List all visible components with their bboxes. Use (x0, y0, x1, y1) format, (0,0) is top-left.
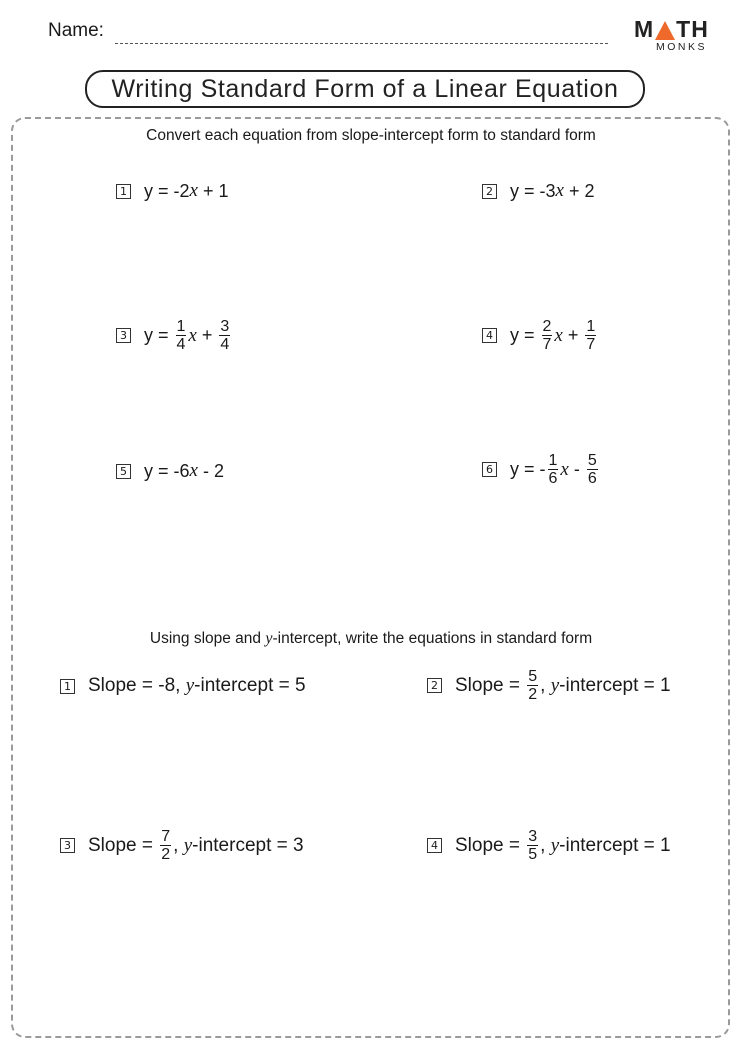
slope-text: Slope = -8, (88, 675, 186, 696)
denominator: 7 (542, 336, 552, 353)
variable-y: y (550, 674, 560, 696)
logo-math-text (634, 16, 709, 43)
equation-text: y = -3 (510, 180, 556, 201)
fraction (585, 318, 596, 353)
problem-2-1 (60, 675, 306, 697)
problem-1-1 (116, 180, 229, 202)
slope-text: Slope = (455, 674, 526, 696)
fraction (527, 828, 538, 863)
denominator: 4 (176, 336, 186, 353)
equation-text: y = (144, 325, 174, 345)
numerator: 3 (220, 318, 230, 335)
fraction (160, 828, 171, 863)
fraction (527, 668, 538, 703)
logo-m: M (634, 16, 655, 42)
problem-number: 1 (60, 679, 75, 694)
variable-x: x (560, 458, 569, 480)
denominator: 6 (548, 470, 558, 487)
intercept-text: -intercept = 5 (194, 675, 306, 696)
intercept-text: -intercept = 1 (559, 674, 671, 696)
variable-y: y (185, 675, 195, 696)
denominator: 2 (528, 686, 538, 703)
variable-x: x (189, 180, 198, 201)
problem-2-3 (60, 828, 304, 863)
slope-text: Slope = (455, 834, 526, 856)
instruction-pre: Using slope and (149, 630, 266, 647)
denominator: 2 (161, 846, 171, 863)
problem-number: 4 (482, 328, 497, 343)
problem-number: 5 (116, 464, 131, 479)
problem-1-6 (482, 452, 600, 487)
denominator: 7 (586, 336, 596, 353)
numerator: 1 (176, 318, 186, 335)
variable-x: x (188, 324, 197, 346)
equation-rhs: + 2 (563, 180, 595, 201)
numerator: 1 (548, 452, 558, 469)
denominator: 6 (587, 470, 597, 487)
problem-2-4 (427, 828, 671, 863)
variable-x: x (554, 324, 563, 346)
name-label: Name: (48, 20, 104, 41)
fraction (548, 452, 559, 487)
equation-text: y = -2 (144, 180, 190, 201)
numerator: 5 (587, 452, 597, 469)
slope-text: Slope = (88, 834, 159, 856)
equation-rhs: - 2 (197, 460, 224, 481)
variable-y: y (550, 834, 560, 856)
problem-1-2 (482, 180, 595, 202)
section1-instruction: Convert each equation from slope-intercept form to standard form (146, 127, 596, 144)
comma: , (540, 834, 551, 856)
fraction (542, 318, 553, 353)
logo-monks-text: MONKS (656, 41, 708, 53)
problem-number: 6 (482, 462, 497, 477)
intercept-text: -intercept = 3 (192, 834, 304, 856)
math-monks-logo (634, 16, 714, 56)
equation-text: y = (510, 325, 540, 345)
denominator: 4 (220, 336, 230, 353)
variable-y: y (265, 630, 273, 647)
numerator: 2 (542, 318, 552, 335)
name-input-line[interactable] (115, 43, 608, 44)
intercept-text: -intercept = 1 (559, 834, 671, 856)
problem-number: 2 (427, 678, 442, 693)
variable-x: x (555, 180, 564, 201)
problem-1-3 (116, 318, 232, 353)
problem-1-5 (116, 460, 224, 482)
problem-2-2 (427, 668, 671, 703)
worksheet-frame (11, 117, 730, 1038)
numerator: 3 (528, 828, 538, 845)
numerator: 5 (528, 668, 538, 685)
fraction (176, 318, 187, 353)
operator: + (562, 325, 584, 345)
equation-rhs: + 1 (197, 180, 229, 201)
variable-y: y (183, 834, 193, 856)
fraction (219, 318, 230, 353)
equation-text: y = - (510, 459, 546, 479)
problem-number: 1 (116, 184, 131, 199)
numerator: 1 (586, 318, 596, 335)
equation-text: y = -6 (144, 460, 190, 481)
problem-1-4 (482, 318, 598, 353)
section2-instruction (0, 630, 742, 648)
operator: + (196, 325, 218, 345)
logo-th: TH (676, 16, 709, 42)
logo-triangle-icon (655, 21, 675, 40)
numerator: 7 (161, 828, 171, 845)
operator: - (568, 459, 585, 479)
fraction (587, 452, 598, 487)
worksheet-title: Writing Standard Form of a Linear Equation (85, 70, 645, 108)
denominator: 5 (528, 846, 538, 863)
comma: , (540, 674, 551, 696)
problem-number: 3 (60, 838, 75, 853)
problem-number: 2 (482, 184, 497, 199)
instruction-post: -intercept, write the equations in standard form (272, 630, 593, 647)
problem-number: 4 (427, 838, 442, 853)
comma: , (173, 834, 184, 856)
problem-number: 3 (116, 328, 131, 343)
variable-x: x (189, 460, 198, 481)
